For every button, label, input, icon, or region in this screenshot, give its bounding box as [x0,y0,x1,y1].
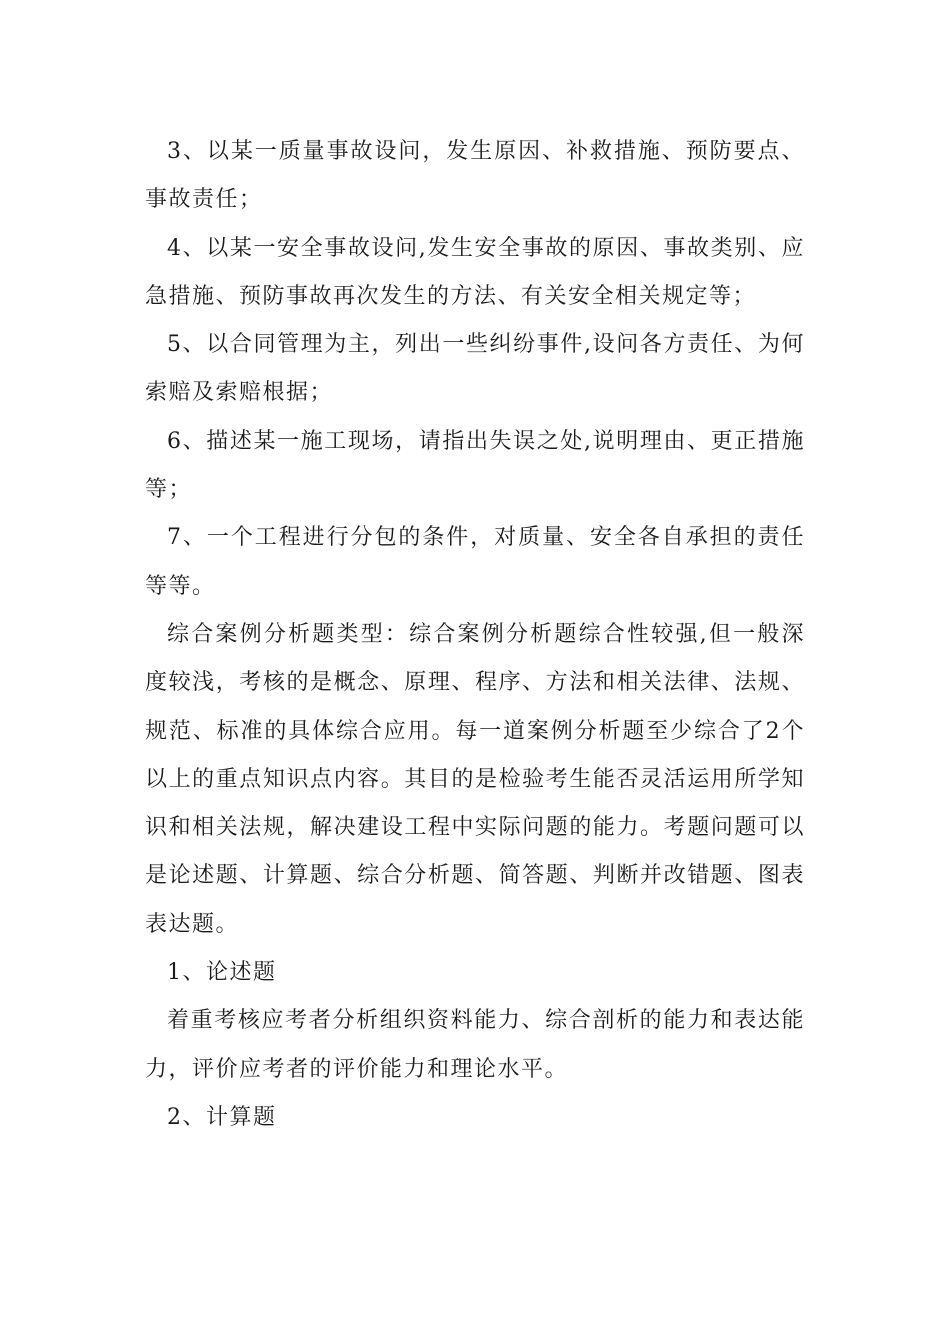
paragraph-item-6: 6、描述某一施工现场，请指出失误之处,说明理由、更正措施等； [145,428,805,503]
paragraph-item-3: 3、以某一质量事故设问，发生原因、补救措施、预防要点、事故责任； [145,139,805,213]
heading-essay-question: 1、论述题 [167,960,277,986]
document-body [145,128,805,1142]
paragraph-item-7: 7、一个工程进行分包的条件，对质量、安全各自承担的责任等等。 [145,525,805,599]
paragraph-item-5: 5、以合同管理为主，列出一些纠纷事件,设问各方责任、为何索赔及索赔根据； [145,332,805,406]
paragraph-item-4: 4、以某一安全事故设问,发生安全事故的原因、事故类别、应急措施、预防事故再次发生的方法、有关安全相关规定等； [145,235,805,309]
heading-calculation-question: 2、计算题 [167,1104,277,1130]
paragraph-case-analysis-types: 综合案例分析题类型：综合案例分析题综合性较强,但一般深度较浅，考核的是概念、原理、程序、方法和相关法律、法规、规范、标准的具体综合应用。每一道案例分析题至少综合了2个以上的重点知识点内容。其目的是检验考生能否灵活运用所学知识和相关法规，解决建设工程中实际问题的能力。考题问题可以是论述题、计算题、综合分析题、简答题、判断并改错题、图表表达题。 [145,621,805,937]
paragraph-essay-description: 着重考核应考者分析组织资料能力、综合剖析的能力和表达能力，评价应考者的评价能力和理论水平。 [145,1008,805,1082]
